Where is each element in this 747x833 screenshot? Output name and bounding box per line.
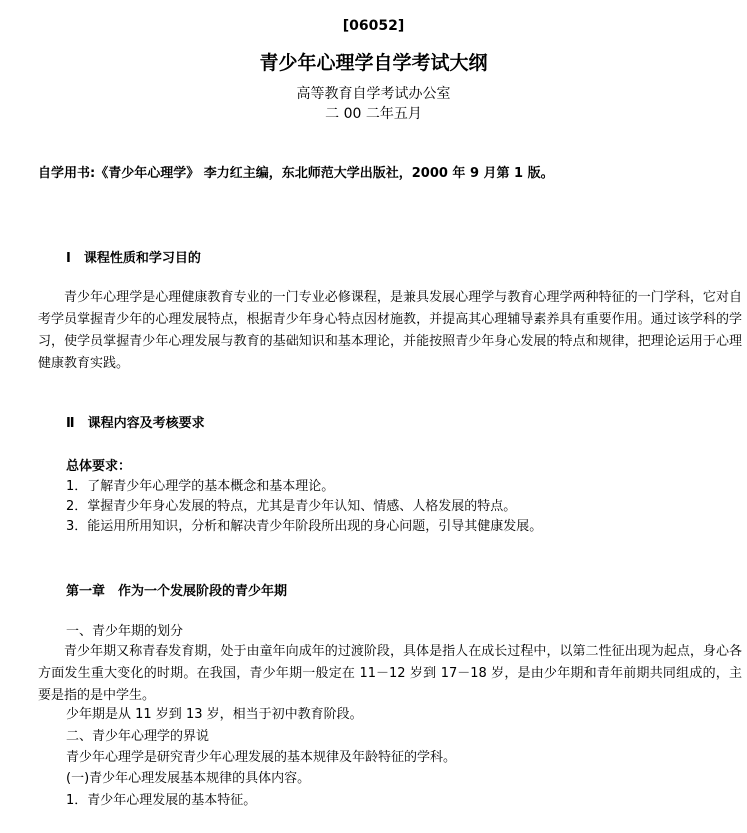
requirement-item: 2．掌握青少年身心发展的特点，尤其是青少年认知、情感、人格发展的特点。: [66, 499, 517, 514]
document-title: 青少年心理学自学考试大纲: [259, 52, 488, 74]
chapter1-section1-paragraph2: 少年期是从 11 岁到 13 岁，相当于初中教育阶段。: [66, 707, 363, 722]
requirement-item: 3．能运用所用知识，分析和解决青少年阶段所出现的身心问题，引导其健康发展。: [66, 519, 543, 534]
requirement-item: 1．了解青少年心理学的基本概念和基本理论。: [66, 479, 335, 494]
chapter1-section2-title: 二、青少年心理学的界说: [66, 729, 210, 744]
textbook-line: 自学用书:《青少年心理学》 李力红主编，东北师范大学出版社，2000 年 9 月第 1 版。: [38, 166, 554, 181]
section1-heading: Ⅰ 课程性质和学习目的: [66, 251, 201, 266]
section1-paragraph: 青少年心理学是心理健康教育专业的一门专业必修课程，是兼具发展心理学与教育心理学两种特征的一门学科，它对自考学员掌握青少年的心理发展特点，根据青少年身心特点因材施教，并提高其心理辅导素养具有重要作用。通过该学科的学习，使学员掌握青少年心理发展与教育的基础知识和基本理论，并能按照青少年身心发展的特点和规律，把理论运用于心理健康教育实践。: [38, 290, 742, 371]
chapter1-section1-paragraph: 青少年期又称青春发育期，处于由童年向成年的过渡阶段，具体是指人在成长过程中，以第二性征出现为起点，身心各方面发生重大变化的时期。在我国，青少年期一般定在 11－12 岁到 17－18 岁，是由少年期和青年前期共同组成的，主要是指的是中学生。: [38, 644, 742, 703]
issuing-office: 高等教育自学考试办公室: [296, 86, 451, 102]
chapter1-section2-paragraph: 青少年心理学是研究青少年心理发展的基本规律及年龄特征的学科。: [66, 750, 457, 765]
chapter1-heading: 第一章 作为一个发展阶段的青少年期: [66, 584, 288, 599]
section2-subheading: 总体要求：: [66, 459, 132, 474]
section2-heading: Ⅱ 课程内容及考核要求: [66, 416, 205, 431]
syllabus-code: [06052]: [342, 18, 405, 34]
chapter1-section1-title: 一、青少年期的划分: [66, 624, 184, 639]
chapter1-section2-item: 1．青少年心理发展的基本特征。: [66, 793, 257, 808]
issue-date: 二 00 二年五月: [325, 106, 422, 122]
chapter1-section2-subtitle: (一)青少年心理发展基本规律的具体内容。: [66, 771, 311, 786]
